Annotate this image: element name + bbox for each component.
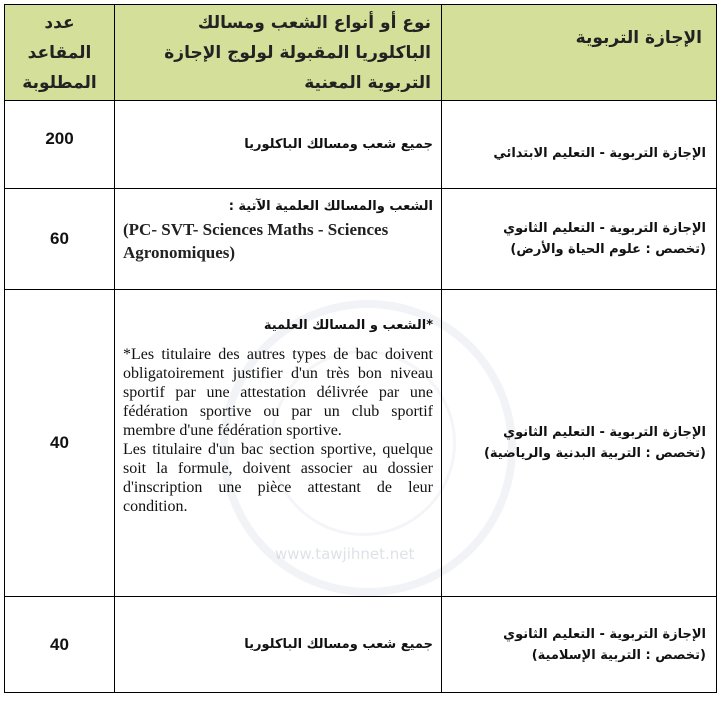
watermark-text: www.tawjihnet.net [275, 545, 415, 563]
license-cell: الإجازة التربوية - التعليم الثانوي (تخصص : علوم الحياة والأرض) [442, 189, 717, 290]
seats-cell: 60 [5, 189, 115, 290]
header-seats: عدد المقاعد المطلوبة [5, 5, 115, 101]
types-cell: الشعب والمسالك العلمية الآتية : (PC- SVT- Sciences Maths - Sciences Agronomiques) [115, 189, 442, 290]
license-cell: الإجازة التربوية - التعليم الثانوي (تخصص : التربية البدنية والرياضية) [442, 290, 717, 597]
header-row [5, 5, 717, 101]
license-cell: الإجازة التربوية - التعليم الثانوي (تخصص : التربية الإسلامية) [442, 597, 717, 693]
seats-cell: 40 [5, 597, 115, 693]
table-row [5, 597, 717, 693]
seats-cell: 200 [5, 101, 115, 189]
table-row [5, 290, 717, 597]
types-cell: جميع شعب ومسالك الباكلوريا [115, 101, 442, 189]
types-cell: *الشعب و المسالك العلمية *Les titulaire des autres types de bac doivent obligatoirement justifier d'un très bon niveau sportif par une attestation délivrée par une fédération sportive ou par un club sportif membre d'une fédération sportive. Les titulaire d'un bac section sportive, quelque soit la formule, doivent associer au dossier d'inscription une pièce attestant de leur condition. [115, 290, 442, 597]
table-row [5, 189, 717, 290]
seats-cell: 40 [5, 290, 115, 597]
header-types: نوع أو أنواع الشعب ومسالك الباكلوريا المقبولة لولوج الإجازة التربوية المعنية [115, 5, 442, 101]
table-row [5, 101, 717, 189]
types-cell: جميع شعب ومسالك الباكلوريا [115, 597, 442, 693]
header-license: الإجازة التربوية [442, 5, 717, 101]
license-cell: الإجازة التربوية - التعليم الابتدائي [442, 101, 717, 189]
licenses-table [4, 4, 716, 693]
